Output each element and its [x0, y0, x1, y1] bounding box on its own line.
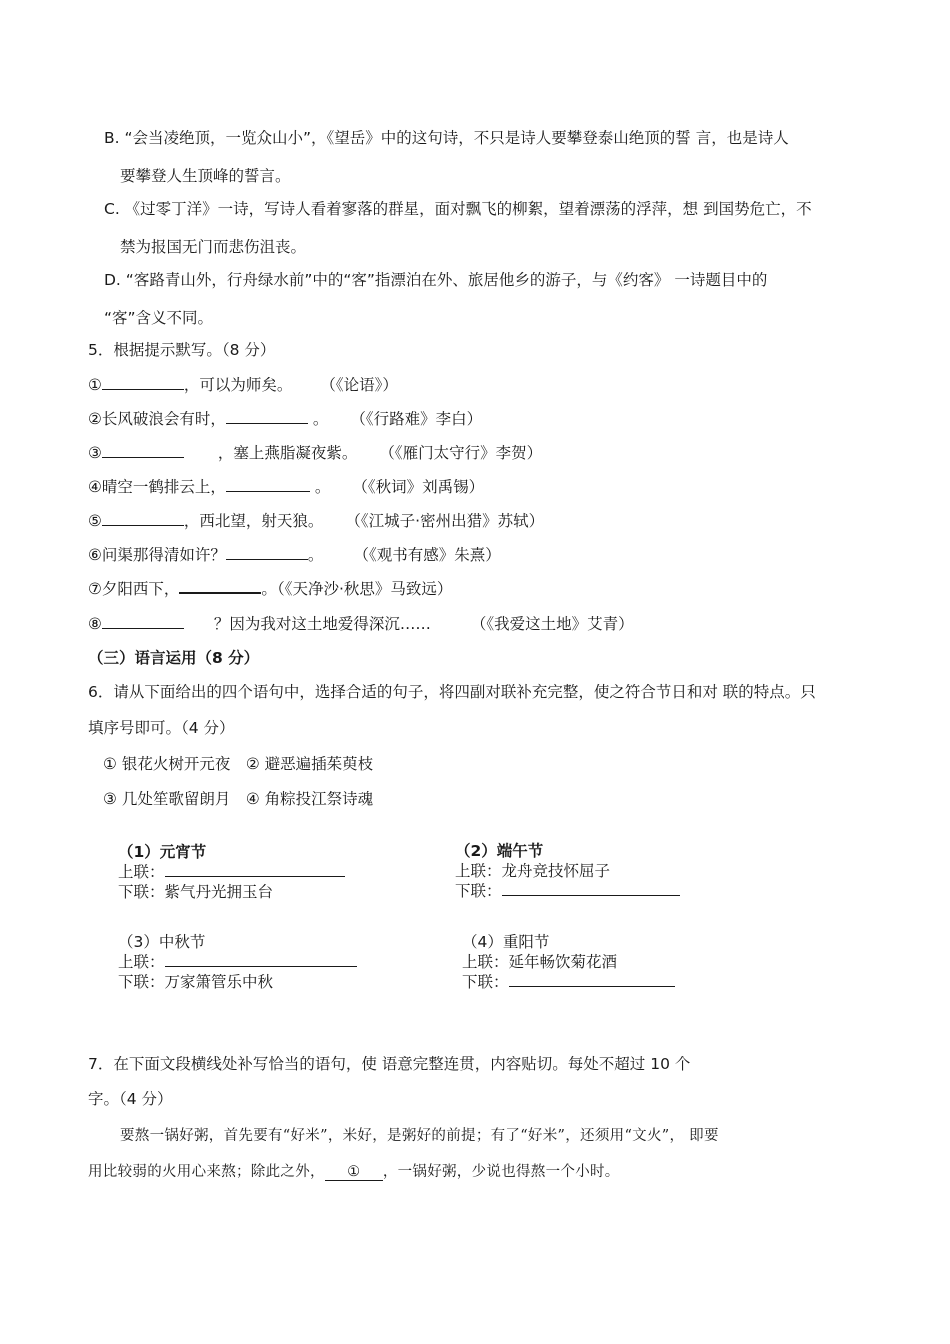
answer-blank[interactable] [102, 510, 184, 526]
q5-item-5: ⑤ ，西北望，射天狼。 （《江城子·密州出猎》苏轼） [88, 512, 545, 530]
answer-blank[interactable] [102, 374, 184, 390]
q5-item-3: ③ ，塞上燕脂凝夜紫。 （《雁门太守行》李贺） [88, 444, 543, 462]
couplet-1-upper: 上联： [118, 860, 345, 882]
answer-blank[interactable] [165, 951, 357, 967]
couplet-2-title: （2）端午节 [455, 842, 544, 860]
couplet-2-upper: 上联：龙舟竞技怀屈子 [455, 862, 611, 880]
option-c-line2: 禁为报国无门而悲伤沮丧。 [120, 238, 307, 256]
q7-line2: 字。（4 分） [88, 1090, 173, 1108]
option-d-line1: D. “客路青山外，行舟绿水前”中的“客”指漂泊在外、旅居他乡的游子，与《约客》 一诗题目中的 [104, 271, 768, 289]
q5-item-8: ⑧ ？因为我对这土地爱得深沉…… （《我爱这土地》艾青） [88, 615, 634, 633]
q6-choices-row1: ① 银花火树开元夜 ② 避恶遍插茱萸枝 [103, 755, 374, 773]
option-b-line2: 要攀登人生顶峰的誓言。 [120, 167, 291, 185]
answer-blank[interactable] [102, 613, 184, 629]
couplet-3-lower: 下联：万家箫管乐中秋 [118, 973, 274, 991]
q5-title: 5．根据提示默写。（8 分） [88, 341, 276, 359]
option-b-line1: B. “会当凌绝顶，一览众山小”，《望岳》中的这句诗，不只是诗人要攀登泰山绝顶的誓 言，也是诗人 [104, 129, 789, 147]
q5-item-2: ②长风破浪会有时， 。 （《行路难》李白） [88, 410, 483, 428]
couplet-4-lower: 下联： [462, 970, 675, 992]
q7-line1: 7．在下面文段横线处补写恰当的语句，使 语意完整连贯，内容贴切。每处不超过 10 个 [88, 1055, 691, 1073]
q6-choices-row2: ③ 几处笙歌留朗月 ④ 角粽投江祭诗魂 [103, 790, 374, 808]
option-d-line2: “客”含义不同。 [104, 309, 214, 327]
couplet-4-upper: 上联：延年畅饮菊花酒 [462, 953, 618, 971]
q5-item-4: ④晴空一鹤排云上， 。 （《秋词》刘禹锡） [88, 478, 485, 496]
q6-line1: 6．请从下面给出的四个语句中，选择合适的句子，将四副对联补充完整，使之符合节日和对 联的特点。只 [88, 683, 816, 701]
q7-paragraph-line1: 要熬一锅好粥，首先要有“好米”，米好，是粥好的前提；有了“好米”，还须用“文火”， 即要 [120, 1128, 719, 1144]
answer-blank[interactable] [226, 408, 308, 424]
answer-blank[interactable] [509, 971, 675, 987]
couplet-2-lower: 下联： [455, 879, 680, 901]
q5-item-7: ⑦夕阳西下， 。（《天净沙·秋思》马致远） [88, 577, 452, 599]
answer-blank[interactable] [165, 861, 345, 877]
couplet-1-title: （1）元宵节 [118, 843, 207, 861]
answer-blank[interactable] [179, 577, 261, 594]
answer-blank[interactable] [502, 880, 680, 896]
answer-blank[interactable]: ① [325, 1164, 383, 1181]
answer-blank[interactable] [226, 544, 308, 560]
couplet-4-title: （4）重阳节 [462, 933, 550, 951]
q5-item-1: ① ，可以为师矣。 （《论语》） [88, 376, 398, 394]
section-3-title: （三）语言运用（8 分） [88, 649, 260, 667]
q7-paragraph-line2: 用比较弱的火用心来熬；除此之外， ① ，一锅好粥，少说也得熬一个小时。 [88, 1164, 620, 1180]
q6-line2: 填序号即可。（4 分） [88, 719, 235, 737]
couplet-1-lower: 下联：紫气丹光拥玉台 [118, 883, 274, 901]
couplet-3-upper: 上联： [118, 950, 357, 972]
answer-blank[interactable] [226, 476, 310, 492]
q5-item-6: ⑥问渠那得清如许？ 。 （《观书有感》朱熹） [88, 546, 501, 564]
couplet-3-title: （3）中秋节 [118, 933, 206, 951]
answer-blank[interactable] [102, 442, 184, 458]
option-c-line1: C. 《过零丁洋》一诗，写诗人看着寥落的群星，面对飘飞的柳絮，望着漂荡的浮萍，想 到国势危亡，不 [104, 200, 812, 218]
